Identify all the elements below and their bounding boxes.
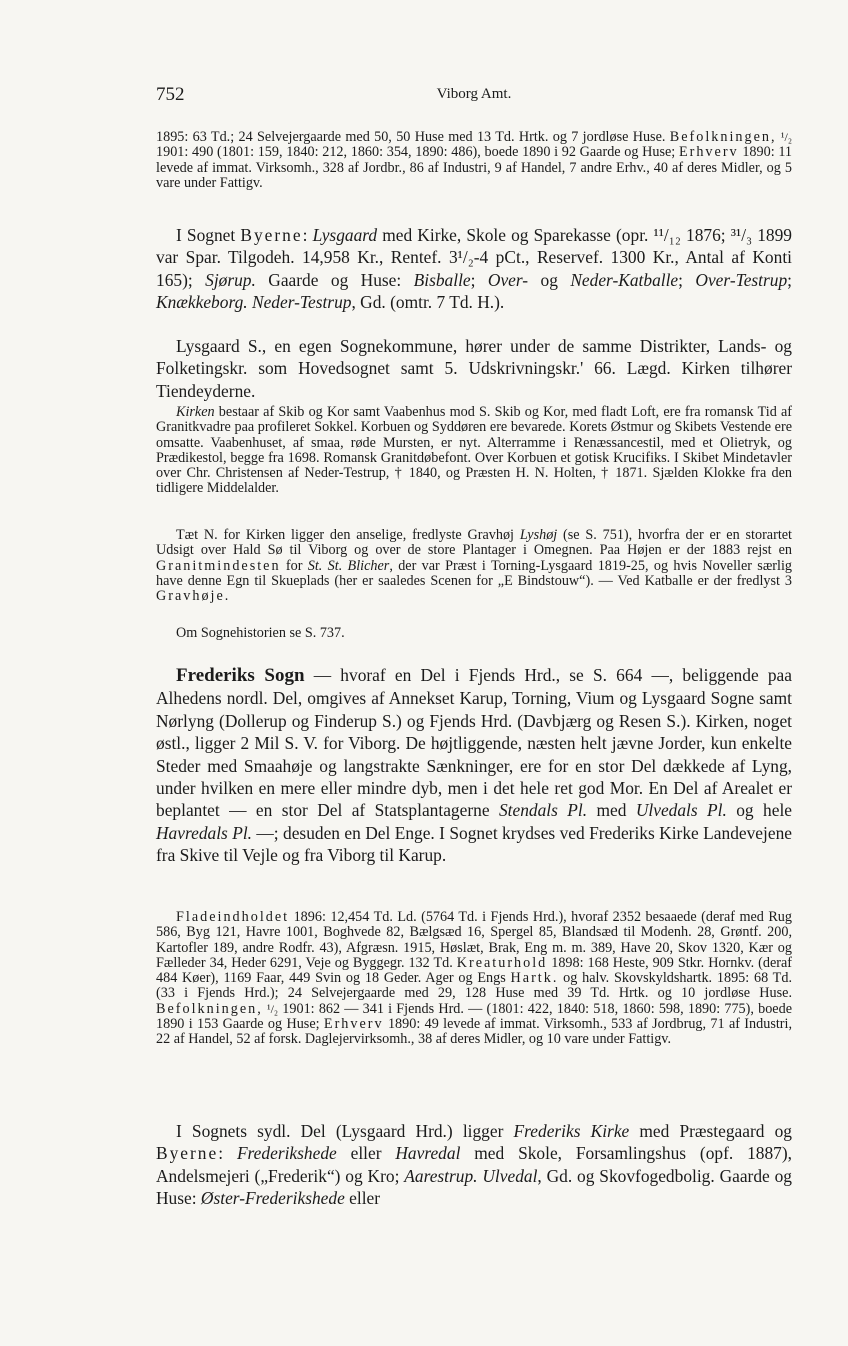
paragraph-lyshoj: Tæt N. for Kirken ligger den anselige, fredlyste Gravhøj Lyshøj (se S. 751), hvorfra der er en storartet Udsigt over Hald Sø til Viborg og over de store Plantager i Omegnen. Paa Højen er der 1883 rejst en Granitmindesten for St. St. Blicher, der var Præst i Torning-Lysgaard 1819-25, og hvis Noveller særlig have denne Egn til Skueplads (her er saaledes Scenen for „E Bindstouw“). — Ved Katballe er der fredlyst 3 Gravhøje. xyxy=(156,527,792,605)
paragraph-lysgaard-sognekommune: Lysgaard S., en egen Sognekommune, hører under de samme Distrikter, Lands- og Folketingskr. som Hovedsognet samt 5. Udskrivningskr.' 66. Lægd. Kirken tilhører Tiendeyderne. xyxy=(156,336,792,401)
paragraph-kirken: Kirken bestaar af Skib og Kor samt Vaabenhus mod S. Skib og Kor, med fladt Loft, ere fra romansk Tid af Granitkvadre paa profileret Sokkel. Korbuen og Syddøren ere bevarede. Korets Østmur og Skibets Vestende ere omsatte. Vaabenhuset, af smaa, røde Mursten, er nyt. Alterramme i Renæssancestil, med et Olietryk, og Prædikestol, begge fra 1698. Romansk Granitdøbefont. Over Korbuen et gotisk Krucifiks. I Skibet Mindetavler over Chr. Christensen af Neder-Testrup, † 1840, og Præsten H. N. Holten, † 1871. Sjælden Klokke fra den tidligere Middelalder. xyxy=(156,404,792,497)
paragraph-population-continued: 1895: 63 Td.; 24 Selvejergaarde med 50, 50 Huse med 13 Td. Hrtk. og 7 jordløse Huse. Befolkningen, ¹/₂ 1901: 490 (1801: 159, 1840: 212, 1860: 354, 1890: 486), boede 1890 i 92 Gaarde og Huse; Erhverv 1890: 11 levede af immat. Virksomh., 328 af Jordbr., 86 af Industri, 9 af Handel, 7 andre Erhv., 40 af deres Midler, og 5 vare under Fattigv. xyxy=(156,129,793,191)
paragraph-frederiks-sogn: Frederiks Sogn — hvoraf en Del i Fjends Hrd., se S. 664 —, beliggende paa Alhedens nordl. Del, omgives af Annekset Karup, Torning, Vium og Lysgaard Sogne samt Nørlyng (Dollerup og Finderup S.) og Fjends Hrd. (Davbjærg og Resen S.). Kirken, noget østl., ligger 2 Mil S. V. for Viborg. De højtliggende, næsten helt jævne Jorder, kun enkelte Steder med Smaahøje og langstrakte Sænkninger, ere for en stor Del dækkede af Lyng, under hvilken en mere eller mindre dyb, men i det hele ret god Mor. En Del af Arealet er beplantet — en stor Del af Statsplantagerne Stendals Pl. med Ulvedals Pl. og hele Havredals Pl. —; desuden en Del Enge. I Sognet krydses ved Frederiks Kirke Landevejene fra Skive til Vejle og fra Viborg til Karup. xyxy=(156,665,792,866)
page-header xyxy=(156,84,792,108)
page-number: 752 xyxy=(156,84,185,105)
section-heading: Frederiks Sogn xyxy=(176,665,305,686)
paragraph-frederiks-kirke: I Sognets sydl. Del (Lysgaard Hrd.) ligger Frederiks Kirke med Præstegaard og Byerne: Frederikshede eller Havredal med Skole, Forsamlingshus (opf. 1887), Andelsmejeri („Frederik“) og Kro; Aarestrup. Ulvedal, Gd. og Skovfogedbolig. Gaarde og Huse: Øster-Frederikshede eller xyxy=(156,1121,792,1209)
paragraph-sognehistorie: Om Sognehistorien se S. 737. xyxy=(176,625,345,641)
paragraph-fladeindholdet: Fladeindholdet 1896: 12,454 Td. Ld. (5764 Td. i Fjends Hrd.), hvoraf 2352 besaaede (deraf med Rug 586, Byg 121, Havre 1001, Boghvede 82, Bælgsæd 16, Spergel 85, Blandsæd til Modenh. 28, Grøntf. 200, Kartofler 189, andre Rodfr. 43), Afgræsn. 1915, Høslæt, Brak, Eng m. m. 389, Have 20, Skov 1320, Kær og Fælleder 34, Heder 6291, Veje og Byggegr. 132 Td. Kreaturhold 1898: 168 Heste, 909 Stkr. Hornkv. (deraf 484 Køer), 1169 Faar, 449 Svin og 18 Geder. Ager og Engs Hartk. og halv. Skovskyldshartk. 1895: 68 Td. (33 i Fjends Hrd.); 24 Selvejergaarde med 29, 128 Huse med 39 Td. Hrtk. og 10 jordløse Huse. Befolkningen, ¹/₂ 1901: 862 — 341 i Fjends Hrd. — (1801: 422, 1840: 518, 1860: 598, 1890: 775), boede 1890 i 153 Gaarde og Huse; Erhverv 1890: 49 levede af immat. Virksomh., 533 af Jordbrug, 71 af Industri, 22 af Handel, 52 af forsk. Daglejervirksomh., 38 af deres Midler, og 10 vare under Fattigv. xyxy=(156,909,792,1048)
paragraph-byerne: I Sognet Byerne: Lysgaard med Kirke, Skole og Sparekasse (opr. ¹¹/₁₂ 1876; ³¹/₃ 1899 var Spar. Tilgodeh. 14,958 Kr., Rentef. 3¹/₂-4 pCt., Reservef. 1300 Kr., Antal af Konti 165); Sjørup. Gaarde og Huse: Bisballe; Over- og Neder-Katballe; Over-Testrup; Knækkeborg. Neder-Testrup, Gd. (omtr. 7 Td. H.). xyxy=(156,225,793,313)
running-title: Viborg Amt. xyxy=(436,86,512,102)
